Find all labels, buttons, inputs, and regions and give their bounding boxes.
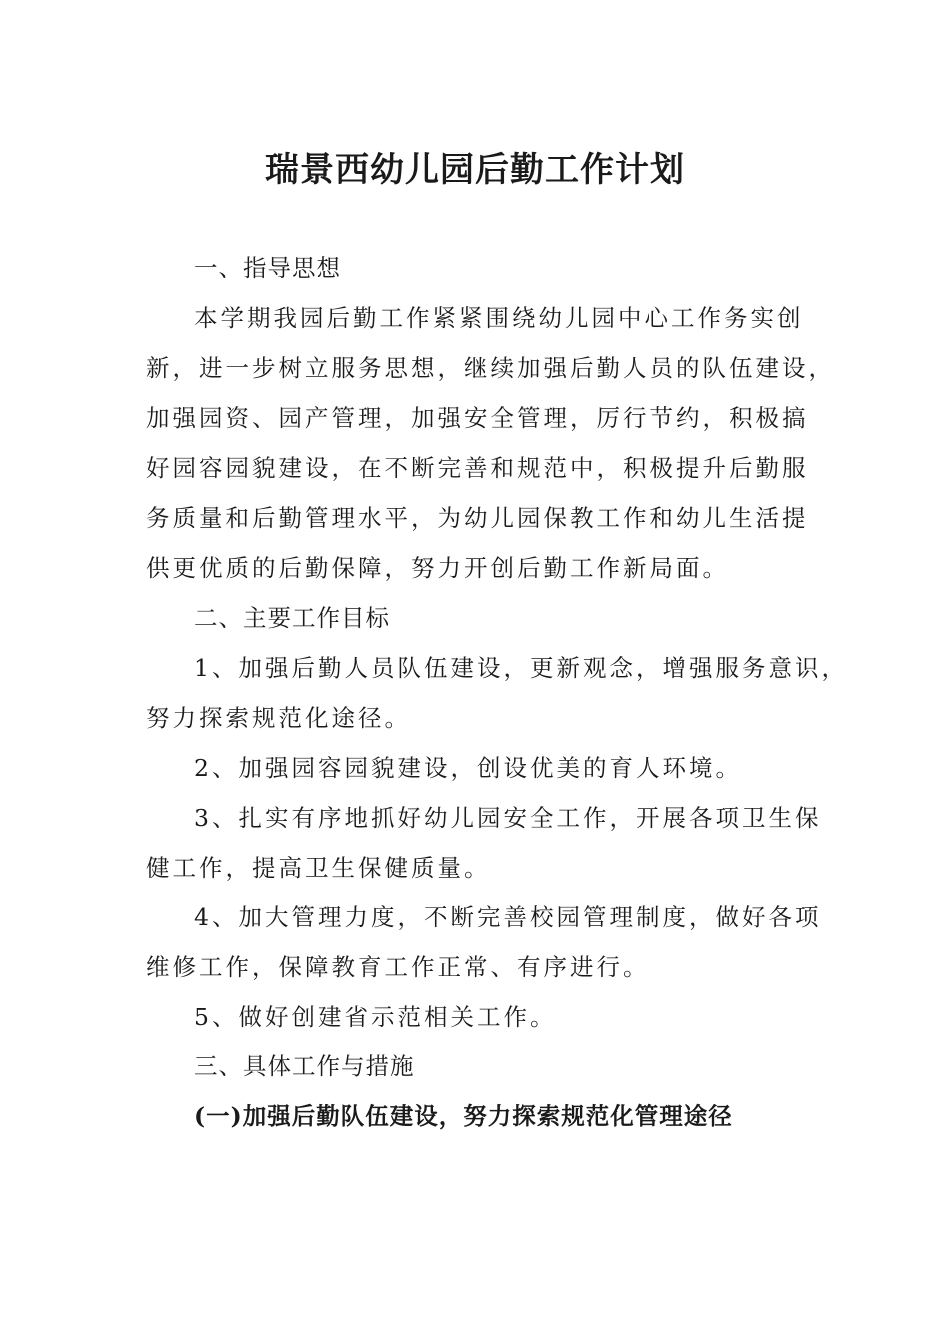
list-item-line: 努力探索规范化途径。 bbox=[146, 704, 411, 732]
list-item-line: 5、做好创建省示范相关工作。 bbox=[194, 1003, 557, 1031]
list-item-line: 2、加强园容园貌建设，创设优美的育人环境。 bbox=[194, 754, 742, 782]
paragraph-line: 务质量和后勤管理水平，为幼儿园保教工作和幼儿生活提 bbox=[146, 504, 809, 532]
list-item-line: 4、加大管理力度，不断完善校园管理制度，做好各项 bbox=[194, 903, 822, 931]
list-item-line: 健工作，提高卫生保健质量。 bbox=[146, 854, 491, 882]
document-title: 瑞景西幼儿园后勤工作计划 bbox=[265, 150, 685, 190]
list-item-line: 1、加强后勤人员队伍建设，更新观念，增强服务意识， bbox=[194, 654, 848, 682]
paragraph-line: 本学期我园后勤工作紧紧围绕幼儿园中心工作务实创 bbox=[194, 304, 804, 332]
section-heading: 三、具体工作与措施 bbox=[194, 1052, 415, 1080]
paragraph-line: 新，进一步树立服务思想，继续加强后勤人员的队伍建设， bbox=[146, 354, 835, 382]
list-item-line: 3、扎实有序地抓好幼儿园安全工作，开展各项卫生保 bbox=[194, 804, 822, 832]
section-heading: 一、指导思想 bbox=[194, 254, 341, 282]
section-heading: 二、主要工作目标 bbox=[194, 604, 390, 632]
subsection-heading: (一)加强后勤队伍建设，努力探索规范化管理途径 bbox=[194, 1102, 733, 1130]
paragraph-line: 好园容园貌建设，在不断完善和规范中，积极提升后勤服 bbox=[146, 454, 809, 482]
list-item-line: 维修工作，保障教育工作正常、有序进行。 bbox=[146, 953, 650, 981]
paragraph-line: 加强园资、园产管理，加强安全管理，厉行节约，积极搞 bbox=[146, 404, 809, 432]
paragraph-line: 供更优质的后勤保障，努力开创后勤工作新局面。 bbox=[146, 554, 729, 582]
